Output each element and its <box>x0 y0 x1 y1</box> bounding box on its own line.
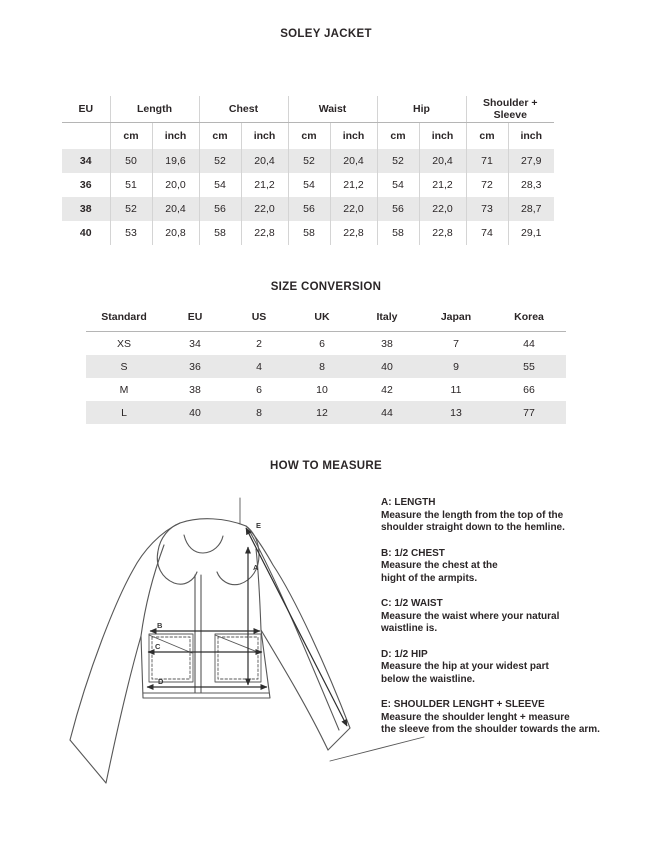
cell: 58 <box>377 221 419 245</box>
instruction-line: Measure the length from the top of the <box>381 509 564 521</box>
unit-cm: cm <box>466 123 508 150</box>
col-header-waist: Waist <box>288 96 377 123</box>
unit-inch: inch <box>152 123 199 150</box>
cell: 44 <box>523 337 535 350</box>
unit-cm: cm <box>199 123 241 150</box>
cell: 6 <box>319 337 325 350</box>
cell: S <box>86 355 162 378</box>
cell: M <box>119 383 129 396</box>
size-conversion-table <box>86 303 566 424</box>
table-row-size-40 <box>62 221 554 245</box>
instruction-line: hight of the armpits. <box>381 572 478 584</box>
table-row-size-34 <box>62 149 554 173</box>
cell: 7 <box>453 337 459 350</box>
cell: 54 <box>199 173 241 197</box>
cell: XS <box>116 337 131 350</box>
dimension-arrows <box>147 528 347 726</box>
cell: 74 <box>466 221 508 245</box>
cell: 20,4 <box>419 149 466 173</box>
col-header-korea: Korea <box>492 303 566 332</box>
cell: 11 <box>450 383 462 396</box>
cell: 52 <box>377 149 419 173</box>
cell: 4 <box>228 355 290 378</box>
cell: 36 <box>79 179 92 191</box>
cell: 56 <box>377 197 419 221</box>
unit-inch: inch <box>330 123 377 150</box>
label-e: E <box>256 521 262 530</box>
unit-blank <box>62 123 110 150</box>
cell: 40 <box>354 355 420 378</box>
cell: 42 <box>381 383 393 396</box>
cell: 72 <box>466 173 508 197</box>
cell: 20,0 <box>152 173 199 197</box>
jacket-measurement-diagram <box>40 478 432 818</box>
cell: 50 <box>110 149 152 173</box>
size-conversion-title: SIZE CONVERSION <box>270 281 382 293</box>
cell: 20,4 <box>241 149 288 173</box>
conversion-header-row <box>86 303 566 332</box>
cell: 52 <box>199 149 241 173</box>
cell: 21,2 <box>330 173 377 197</box>
unit-cm: cm <box>377 123 419 150</box>
col-header-standard: Standard <box>86 303 162 332</box>
cell: 12 <box>290 401 354 424</box>
right-pocket-stitching <box>218 637 258 679</box>
instruction-line: the sleeve from the shoulder towards the arm. <box>381 724 600 735</box>
cell: 21,2 <box>419 173 466 197</box>
cell: 56 <box>199 197 241 221</box>
cell: 22,0 <box>241 197 288 221</box>
cell: 71 <box>466 149 508 173</box>
instruction-heading: A: LENGTH <box>381 497 436 508</box>
conversion-row-l <box>86 401 566 424</box>
cell: 51 <box>110 173 152 197</box>
col-header-italy: Italy <box>354 303 420 332</box>
cell: 54 <box>377 173 419 197</box>
instruction-length <box>381 497 643 535</box>
col-header-length: Length <box>110 96 199 123</box>
cell: 55 <box>492 355 566 378</box>
instruction-line: Measure the waist where your natural <box>381 610 560 622</box>
cell: 40 <box>162 401 228 424</box>
col-header-hip: Hip <box>377 96 466 123</box>
cell: 54 <box>288 173 330 197</box>
cell: 38 <box>381 337 393 350</box>
unit-cm: cm <box>288 123 330 150</box>
instruction-line: below the waistline. <box>381 673 475 685</box>
right-cuff <box>328 728 350 750</box>
unit-cm: cm <box>110 123 152 150</box>
cell: 73 <box>466 197 508 221</box>
conversion-row-s <box>86 355 566 378</box>
cell: 10 <box>316 383 328 396</box>
cell: 20,4 <box>330 149 377 173</box>
label-b: B <box>157 621 163 630</box>
cell: 28,3 <box>508 173 554 197</box>
page-title: SOLEY JACKET <box>280 28 372 40</box>
instruction-heading: B: 1/2 CHEST <box>381 547 445 559</box>
cell: 34 <box>62 149 110 173</box>
instruction-hip <box>381 649 643 687</box>
cell: 2 <box>256 337 262 350</box>
cell: 44 <box>354 401 420 424</box>
cell: 58 <box>199 221 241 245</box>
instruction-chest <box>381 548 643 586</box>
how-to-measure-title: HOW TO MEASURE <box>270 460 382 472</box>
cell: 20,4 <box>152 197 199 221</box>
cell: 40 <box>79 227 92 239</box>
instruction-heading: C: 1/2 WAIST <box>381 598 443 609</box>
instruction-line: Measure the hip at your widest part <box>381 661 549 672</box>
right-sleeve-inner <box>261 630 328 750</box>
cell: 22,8 <box>419 221 466 245</box>
cell: 22,8 <box>241 221 288 245</box>
col-header-eu: EU <box>62 96 110 123</box>
conversion-row-xs <box>86 332 566 356</box>
instruction-line: shoulder straight down to the hemline. <box>381 522 565 533</box>
col-header-eu: EU <box>162 303 228 332</box>
instruction-line: Measure the shoulder lenght + measure <box>381 711 570 723</box>
cell: 21,2 <box>241 173 288 197</box>
right-pocket-flap-line <box>215 635 260 653</box>
measure-instructions <box>381 497 643 750</box>
cell: 52 <box>288 149 330 173</box>
col-header-us: US <box>228 303 290 332</box>
col-header-shoulder-sleeve: Shoulder + Sleeve <box>466 96 554 123</box>
neckline <box>184 535 223 553</box>
table-row-size-38 <box>62 197 554 221</box>
cell: 13 <box>420 401 492 424</box>
unit-inch: inch <box>419 123 466 150</box>
measurement-table <box>62 96 554 245</box>
conversion-row-m <box>86 378 566 401</box>
cell: 22,0 <box>419 197 466 221</box>
jacket-outline <box>70 498 424 783</box>
cell: 6 <box>256 383 262 396</box>
cell: 66 <box>523 383 535 396</box>
label-d: D <box>158 677 164 686</box>
instruction-line: waistline is. <box>381 623 438 634</box>
measurement-header-row <box>62 96 554 123</box>
left-cuff <box>70 740 106 783</box>
unit-inch: inch <box>241 123 288 150</box>
instruction-heading: E: SHOULDER LENGHT + SLEEVE <box>381 699 545 710</box>
instruction-shoulder-sleeve <box>381 699 643 737</box>
cell: 77 <box>492 401 566 424</box>
cell: 8 <box>290 355 354 378</box>
cell: L <box>86 401 162 424</box>
unit-inch: inch <box>508 123 554 150</box>
table-row-size-36 <box>62 173 554 197</box>
instruction-heading: D: 1/2 HIP <box>381 648 428 660</box>
collar-left-lobe <box>157 523 197 584</box>
col-header-chest: Chest <box>199 96 288 123</box>
cell: 22,8 <box>330 221 377 245</box>
instruction-waist <box>381 598 643 636</box>
label-c: C <box>155 642 161 651</box>
measurement-unit-row <box>62 123 554 150</box>
col-header-japan: Japan <box>420 303 492 332</box>
cell: 58 <box>288 221 330 245</box>
col-header-uk: UK <box>290 303 354 332</box>
cell: 29,1 <box>508 221 554 245</box>
cell: 22,0 <box>330 197 377 221</box>
cell: 27,9 <box>508 149 554 173</box>
collar-top-edge <box>180 519 246 526</box>
collar-right-lobe <box>217 526 259 585</box>
label-a: A <box>253 563 259 572</box>
cell: 52 <box>110 197 152 221</box>
right-pocket <box>215 634 261 682</box>
cell: 56 <box>288 197 330 221</box>
instruction-line: Measure the chest at the <box>381 560 498 571</box>
cell: 8 <box>228 401 290 424</box>
left-sleeve-inner <box>106 636 141 783</box>
cell: 53 <box>110 221 152 245</box>
cell: 19,6 <box>152 149 199 173</box>
cell: 20,8 <box>152 221 199 245</box>
cell: 38 <box>62 197 110 221</box>
cell: 38 <box>189 383 201 396</box>
cell: 9 <box>420 355 492 378</box>
cell: 34 <box>189 337 201 350</box>
cell: 36 <box>162 355 228 378</box>
cell: 28,7 <box>508 197 554 221</box>
